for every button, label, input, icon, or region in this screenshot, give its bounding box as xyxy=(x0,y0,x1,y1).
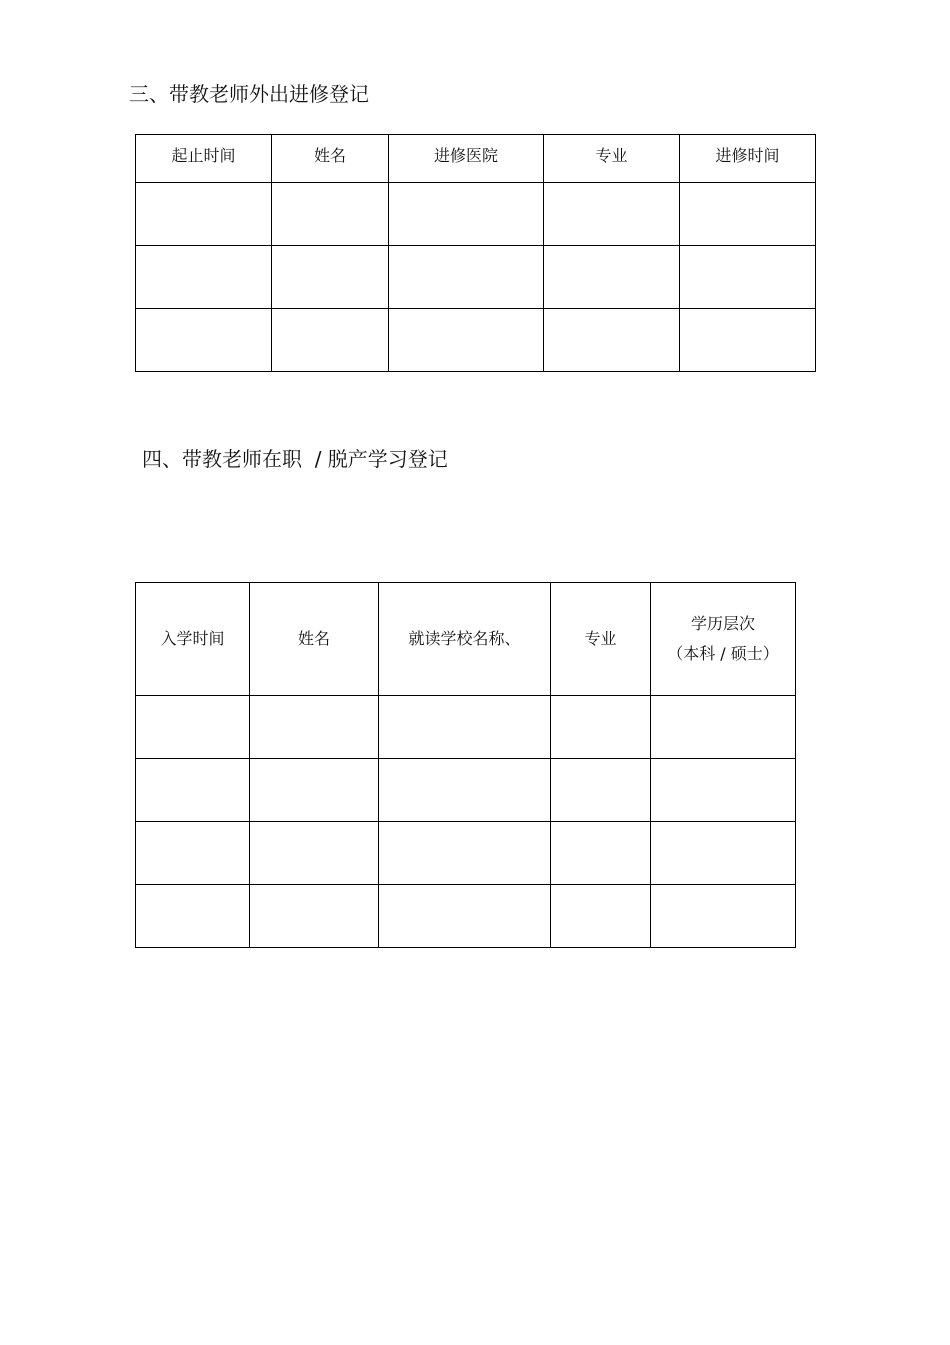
table-cell[interactable] xyxy=(651,885,796,948)
external-training-table xyxy=(135,134,816,372)
table-cell[interactable] xyxy=(680,246,816,309)
table-cell[interactable] xyxy=(544,309,680,372)
table-cell[interactable] xyxy=(250,696,379,759)
header-education-level-note: （本科 / 硕士） xyxy=(667,644,779,663)
table-cell[interactable] xyxy=(136,885,250,948)
header-education-level xyxy=(651,583,796,696)
header-specialty: 专业 xyxy=(551,583,651,696)
table-cell[interactable] xyxy=(389,183,544,246)
section-4-title: 四、带教老师在职 / 脱产学习登记 xyxy=(142,447,448,471)
table-header-row xyxy=(136,135,816,183)
table-cell[interactable] xyxy=(651,759,796,822)
table-cell[interactable] xyxy=(651,696,796,759)
table-cell[interactable] xyxy=(136,183,272,246)
table-header-row xyxy=(136,583,796,696)
table-cell[interactable] xyxy=(136,759,250,822)
header-specialty: 专业 xyxy=(544,135,680,183)
table-row xyxy=(136,822,796,885)
table-cell[interactable] xyxy=(272,309,389,372)
table-cell[interactable] xyxy=(379,885,551,948)
table-cell[interactable] xyxy=(651,822,796,885)
table-cell[interactable] xyxy=(544,183,680,246)
header-start-end-time: 起止时间 xyxy=(136,135,272,183)
table-cell[interactable] xyxy=(680,309,816,372)
table-cell[interactable] xyxy=(136,696,250,759)
table-cell[interactable] xyxy=(551,696,651,759)
table-cell[interactable] xyxy=(250,759,379,822)
table-row xyxy=(136,183,816,246)
table-cell[interactable] xyxy=(544,246,680,309)
section-3-title: 三、带教老师外出进修登记 xyxy=(129,82,369,106)
table-cell[interactable] xyxy=(389,309,544,372)
table-cell[interactable] xyxy=(379,696,551,759)
table-cell[interactable] xyxy=(136,822,250,885)
header-training-duration: 进修时间 xyxy=(680,135,816,183)
table-cell[interactable] xyxy=(272,246,389,309)
table-cell[interactable] xyxy=(136,246,272,309)
study-registration-table xyxy=(135,582,796,948)
table-row xyxy=(136,696,796,759)
table-cell[interactable] xyxy=(250,885,379,948)
header-name: 姓名 xyxy=(250,583,379,696)
table-row xyxy=(136,309,816,372)
table-cell[interactable] xyxy=(136,309,272,372)
table-row xyxy=(136,246,816,309)
table-cell[interactable] xyxy=(272,183,389,246)
header-education-level-label: 学历层次 xyxy=(690,614,755,633)
table-cell[interactable] xyxy=(551,759,651,822)
table-cell[interactable] xyxy=(379,759,551,822)
header-enrollment-time: 入学时间 xyxy=(136,583,250,696)
table-cell[interactable] xyxy=(379,822,551,885)
table-cell[interactable] xyxy=(389,246,544,309)
table-cell[interactable] xyxy=(551,885,651,948)
table-row xyxy=(136,759,796,822)
header-school-name: 就读学校名称、 xyxy=(379,583,551,696)
table-cell[interactable] xyxy=(680,183,816,246)
table-cell[interactable] xyxy=(250,822,379,885)
table-cell[interactable] xyxy=(551,822,651,885)
header-training-hospital: 进修医院 xyxy=(389,135,544,183)
header-name: 姓名 xyxy=(272,135,389,183)
table-row xyxy=(136,885,796,948)
